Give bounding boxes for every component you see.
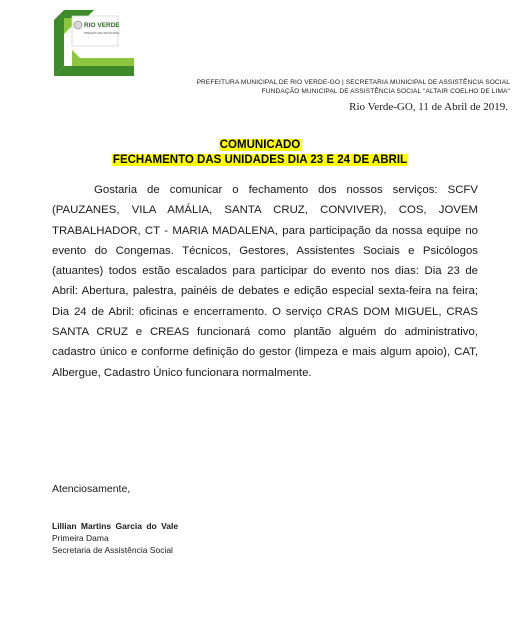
closing-text: Atenciosamente, bbox=[52, 483, 131, 495]
title-line-2: FECHAMENTO DAS UNIDADES DIA 23 E 24 DE ABRIL bbox=[112, 154, 408, 166]
signature-name: Lillian Martins Garcia do Vale bbox=[52, 521, 179, 531]
header-line-2: FUNDAÇÃO MUNICIPAL DE ASSISTÊNCIA SOCIAL "ALTAIR COELHO DE LIMA" bbox=[261, 88, 510, 95]
header-line-1: PREFEITURA MUNICIPAL DE RIO VERDE-GO | SECRETARIA MUNICIPAL DE ASSISTÊNCIA SOCIAL bbox=[196, 79, 510, 86]
signature-department: Secretaria de Assistência Social bbox=[52, 545, 173, 555]
logo-subtext: PREFEITURA MUNICIPAL bbox=[84, 31, 120, 35]
rio-verde-logo bbox=[50, 6, 140, 78]
logo-text: RIO VERDE bbox=[84, 22, 120, 29]
title-line-1: COMUNICADO bbox=[219, 139, 301, 151]
body-paragraph: Gostaria de comunicar o fechamento dos nossos serviços: SCFV (PAUZANES, VILA AMÁLIA, SANTA CRUZ, CONVIVER), COS, JOVEM TRABALHADOR, CT - MARIA MADALENA, para participação da nossa equipe no evento do Congemas. Técnicos, Gestores, Assistentes Sociais e Psicólogos (atuantes) todos estão escalados para participar do evento nos dias: Dia 23 de Abril: Abertura, palestra, painéis de debates e edição especial sexta-feira na feira; Dia 24 de Abril: oficinas e encerramento. O serviço CRAS DOM MIGUEL, CRAS SANTA CRUZ e CREAS funcionará como plantão alguém do administrativo, cadastro único e conforme definição do gestor (limpeza e mais algum apoio), CAT, Albergue, Cadastro Único funcionara normalmente. bbox=[52, 184, 478, 379]
document-date: Rio Verde-GO, 11 de Abril de 2019. bbox=[349, 101, 508, 113]
signature-role: Primeira Dama bbox=[52, 533, 109, 543]
